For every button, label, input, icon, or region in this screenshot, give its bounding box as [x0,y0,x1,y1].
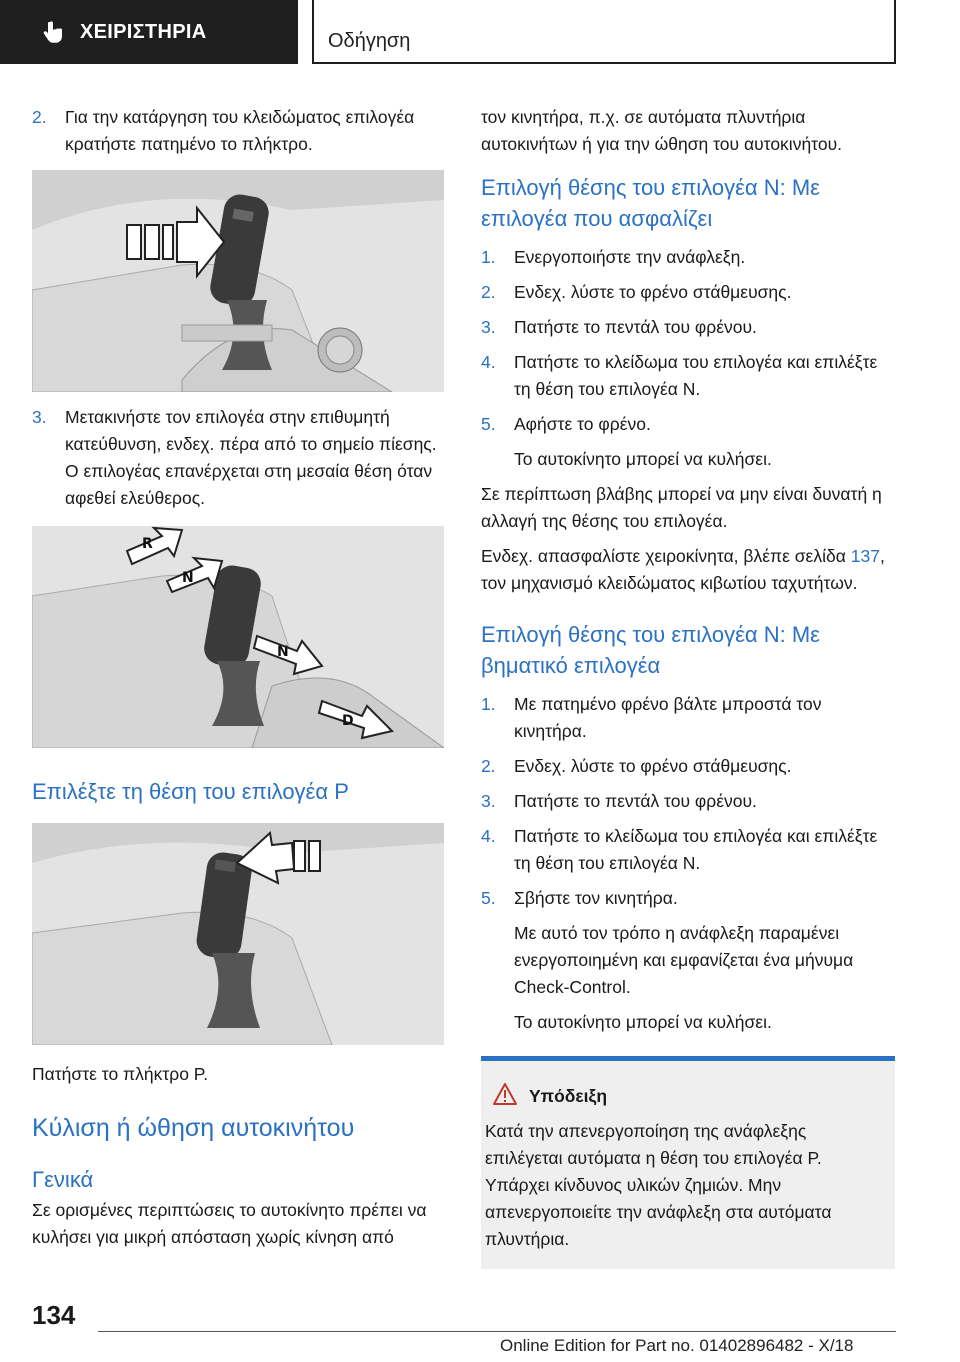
note-header [481,1083,881,1110]
heading-n-locking-selector: Επιλογή θέσης του επιλογέα N: Με επιλογέα που ασφαλίζει [481,175,820,231]
illustration-selector-directions [32,526,444,748]
direction-label-d: D [342,713,354,729]
lock-step-5 [481,411,895,438]
step-text: Με πατημένο φρένο βάλτε μπροστά τον κινητήρα. [514,694,822,741]
note-text: Κατά την απενεργοποίηση της ανάφλεξης επιλέγεται αυτόματα η θέση του επιλογέα P. Υπάρχει κίνδυνος υλικών ζημιών. Μην απενεργοποιείτε την ανάφλεξη στα αυτόματα πλυντήρια. [485,1121,832,1249]
step-selector-step-3 [481,788,895,815]
illustration-p-button [32,823,444,1045]
step-number: 4. [481,352,496,372]
left-column [32,104,444,1251]
unlock-text-pre: Ενδεχ. απασφαλίστε χειροκίνητα, βλέπε σελίδα [481,546,851,566]
step-text: Για την κατάργηση του κλειδώματος επιλογέα κρατήστε πατημένο το πλήκτρο. [65,107,415,154]
lock-step-1 [481,244,895,271]
step-text: Μετακινήστε τον επιλογέα στην επιθυμητή κατεύθυνση, ενδεχ. πέρα από το σημείο πίεσης. Ο επιλογέας επανέρχεται στη μεσαία θέση όταν αφεθεί ελεύθερος. [65,407,437,508]
step-number: 3. [481,791,496,811]
direction-label-n-up: N [182,570,194,586]
step-selector-result-1: Με αυτό τον τρόπο η ανάφλεξη παραμένει ενεργοποιημένη και εμφανίζεται ένα μήνυμα Check-Control. [514,923,854,997]
step-number: 2. [481,282,496,302]
step-number: 1. [481,247,496,267]
general-text: Σε ορισμένες περιπτώσεις το αυτοκίνητο πρέπει να κυλήσει για μικρή απόσταση χωρίς κίνηση από [32,1200,427,1247]
unlock-text [481,543,895,597]
header-section-tab [0,0,298,64]
footer-divider [98,1331,896,1332]
hand-pointer-icon [40,18,68,46]
page-number: 134 [32,1300,76,1330]
note-title: Υπόδειξη [529,1086,608,1106]
step-text: Αφήστε το φρένο. [514,414,651,434]
direction-label-n-down: N [277,644,289,660]
step-number: 2. [481,756,496,776]
header-chapter-title: Οδήγηση [328,30,411,52]
heading-select-p: Επιλέξτε τη θέση του επιλογέα P [32,779,349,804]
step-text: Ενδεχ. λύστε το φρένο στάθμευσης. [514,756,792,776]
step-number: 5. [481,888,496,908]
step-text: Πατήστε το πεντάλ του φρένου. [514,791,757,811]
illustration-selector-unlock [32,170,444,392]
step-text: Ενεργοποιήστε την ανάφλεξη. [514,247,746,267]
step-text: Πατήστε το πεντάλ του φρένου. [514,317,757,337]
step-2 [32,104,444,158]
step-text: Πατήστε το κλείδωμα του επιλογέα και επιλέξτε τη θέση του επιλογέα N. [514,826,878,873]
press-p-text: Πατήστε το πλήκτρο P. [32,1064,209,1084]
section-title: Κύλιση ή ώθηση αυτοκινήτου [32,1114,355,1142]
heading-n-step-selector: Επιλογή θέσης του επιλογέα N: Με βηματικό επιλογέα [481,622,820,678]
step-number: 3. [481,317,496,337]
right-column [481,104,895,1269]
lock-steps-list [481,244,895,438]
direction-label-r: R [142,536,153,552]
step-selector-step-4 [481,823,895,877]
lock-step-2 [481,279,895,306]
unlock-text-post: , τον μηχανισμό κλειδώματος κιβωτίου ταχυτήτων. [481,546,885,593]
step-selector-steps-list [481,691,895,912]
step-text: Σβήστε τον κινητήρα. [514,888,678,908]
heading-general: Γενικά [32,1167,94,1192]
note-box [481,1056,895,1269]
lock-result: Το αυτοκίνητο μπορεί να κυλήσει. [514,449,772,469]
step-number: 5. [481,414,496,434]
step-3 [32,404,444,512]
step-number: 4. [481,826,496,846]
step-selector-step-5 [481,885,895,912]
lock-step-4 [481,349,895,403]
lock-step-3 [481,314,895,341]
step-number: 2. [32,107,47,127]
step-selector-result-2: Το αυτοκίνητο μπορεί να κυλήσει. [514,1012,772,1032]
step-number: 1. [481,694,496,714]
step-text: Ενδεχ. λύστε το φρένο στάθμευσης. [514,282,792,302]
fail-text: Σε περίπτωση βλάβης μπορεί να μην είναι δυνατή η αλλαγή της θέσης του επιλογέα. [481,484,882,531]
step-text: Πατήστε το κλείδωμα του επιλογέα και επιλέξτε τη θέση του επιλογέα N. [514,352,878,399]
continued-text: τον κινητήρα, π.χ. σε αυτόματα πλυντήρια αυτοκινήτων ή για την ώθηση του αυτοκινήτου. [481,107,843,154]
warning-triangle-icon [493,1083,517,1110]
step-selector-step-2 [481,753,895,780]
step-number: 3. [32,407,47,427]
header-section-title: ΧΕΙΡΙΣΤΗΡΙΑ [80,20,207,43]
header-chapter-box [312,0,896,64]
page-link-137[interactable]: 137 [850,546,880,566]
footer-edition: Online Edition for Part no. 01402896482 - X/18 [500,1336,854,1355]
step-selector-step-1 [481,691,895,745]
